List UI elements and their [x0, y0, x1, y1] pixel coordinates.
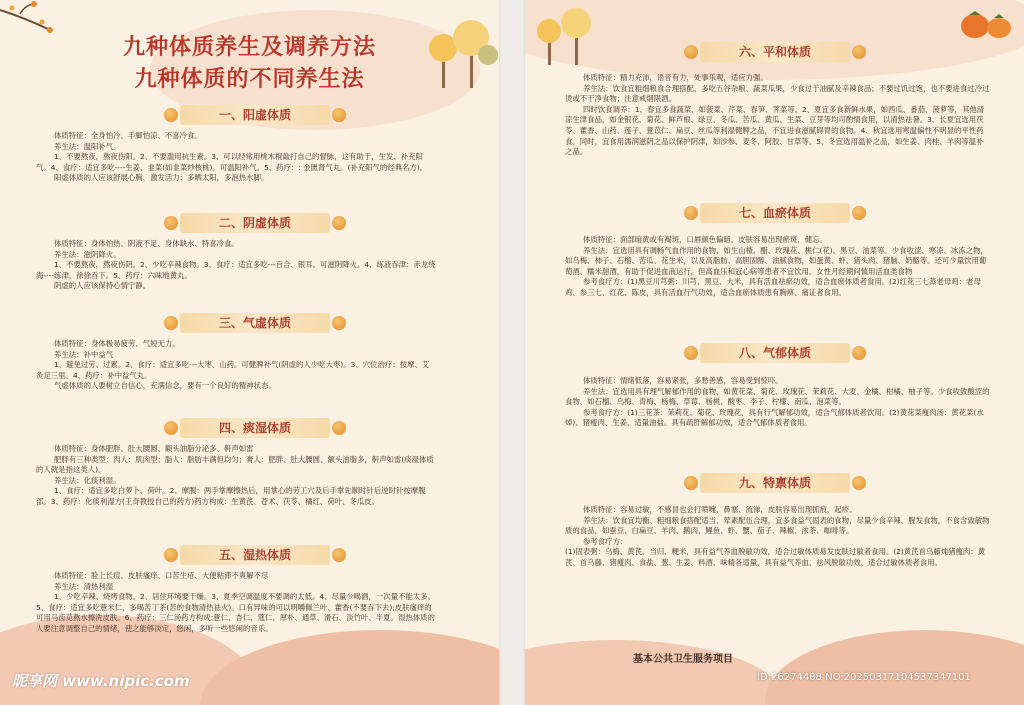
section-body: [36, 131, 436, 184]
body-line: 阴虚的人应该保持心情宁静。: [54, 281, 151, 291]
orb-icon: [332, 548, 346, 562]
body-line: 养生法：宜选用具有调畅气血作用的食物，如生山楂、醋、玫瑰花、桃仁(花)、黑豆、油菜等。少食收涩、寒凉、冰冻之物，如乌梅、柿子、石榴、苦瓜、花生米，以及高脂肪、高胆固醇、油腻食物，如蛋黄、虾、猪头肉、猪脑、奶酪等。还可少量饮用葡萄酒、糯米甜酒，有助于促进血液运行，但高血压和冠心病等患者不宜饮用。女性月经期间慎用活血类食物: [565, 245, 988, 276]
body-line: 1、避免过劳、过累。2、食疗：适宜多吃---大枣、山药。可健脾补气(阴虚的人少吃大枣)。3、穴位治疗：按摩、艾灸足三里。4、药疗：补中益气丸。: [36, 360, 430, 380]
bottom-hill-2: [200, 630, 499, 705]
section-heading: [700, 42, 850, 62]
body-line: 体质特征：精力充沛，语音有力，处事乐观，适应力强。: [583, 73, 768, 82]
section-heading-text: 六、平和体质: [738, 45, 811, 59]
section-heading-text: 八、气郁体质: [738, 346, 811, 360]
section-heading: [180, 545, 330, 565]
body-line: 养生法：宜选用具有理气解郁作用的食物，如黄花菜、菊花、玫瑰花、茉莉花、大麦、金橘、柑橘、柚子等。少食收敛酸涩的食物，如石榴、乌梅、青梅、杨梅、草莓、杨桃、酸枣、李子、柠檬、南瓜、泡菜等。: [565, 386, 990, 407]
body-line: 体质特征：面部暗黄或有褐斑，口唇颜色偏暗，皮肤容易出现瘀斑，健忘。: [583, 235, 827, 244]
section-body: [36, 444, 436, 508]
body-line: 体质特征：身体怕热、阴液不足、身体缺水、特喜冷食。: [54, 239, 239, 248]
tree-icon: [530, 5, 610, 65]
section-heading-text: 九、特禀体质: [738, 476, 811, 490]
body-line: 1、少吃辛辣、烧烤食物。2、居住环境要干燥。3、夏季空调温度不要调的太低。4、尽量少喝酒，一次量不能太多。5、食疗：适宜多吃薏米仁、多喝苦丁茶(苦的食物清热祛火)。口有异味的可以明嚼佩兰叶、藿香(不要吞下去);皮肤瘙痒的可用马齿苋熬水擦洗皮肤。6、药疗：三仁汤药方构成:薏仁、杏仁、蔻仁、厚朴、通草、滑石、淡竹叶、半夏。湿热体质的人要注意调整自己的情绪，使之能够淡定，悠闲，多听一些悠闲的音乐。: [36, 592, 435, 633]
orb-icon: [332, 421, 346, 435]
orb-icon: [164, 108, 178, 122]
orb-icon: [852, 206, 866, 220]
orb-icon: [332, 216, 346, 230]
section-heading: [180, 313, 330, 333]
body-line: 体质特征：身体肥胖、肚大腰圆、额头油脂分泌多、鼾声如雷: [54, 444, 254, 453]
body-line: 养生法：滋阴降火。: [54, 249, 121, 259]
orb-icon: [684, 206, 698, 220]
section-body: [565, 235, 990, 299]
section-heading-text: 四、痰湿体质: [218, 421, 291, 435]
orb-icon: [684, 346, 698, 360]
body-line: 体质特征：全身怕冷、手脚怕凉、不喜冷食。: [54, 131, 202, 140]
body-line: 四时饮食调养：1、春宜多食蔬菜，如菠菜、芹菜、春笋、荠菜等。2、夏宜多食新鲜水果，如西瓜、番茄、菠萝等，其他清凉生津食品，如金银花、菊花、鲜芦根、绿豆、冬瓜、苦瓜、黄瓜、生菜、豆芽等均可酌情食用，以清热祛暑。3、长夏宜选用茯苓、藿香、山药、莲子、薏苡仁、扁豆、丝瓜等利湿健脾之品，不宜进食滋腻碍胃的食物。4、秋宜选用寒温偏性不明显的平性药食。同时，宜食用濡润滋阴之品以保护阴津，如沙参、麦冬、阿胶、甘草等。5、冬宜选用温补之品，如生姜、肉桂、羊肉等温补之品。: [565, 104, 985, 157]
orb-icon: [332, 108, 346, 122]
section-heading-text: 五、湿热体质: [218, 548, 291, 562]
body-line: 1、不要熬夜，熬夜伤阴。2、少吃辛辣食物。3、食疗：适宜多吃---百合、银耳。可滋阴降火。4、练液吞津：赤龙绕海----练津，徐徐吞下。5、药疗：六味地黄丸。: [36, 260, 436, 280]
body-line: 体质特征：脸上长痘、皮肤瘙痒、口苦生疮、大便粘滞不爽解不尽: [54, 571, 269, 580]
orb-icon: [164, 548, 178, 562]
body-line: 1、食疗：适宜多吃白萝卜、荷叶。2、摩腹：两手掌摩擦热后，用掌心的劳工穴及后手掌先顺时针后逆时针按摩腹部。3、药疗：化痰利湿方(王奇教授自己的药方)药方构成：生黄芪、苍术、茯苓、橘红、荷叶、冬瓜皮。: [36, 486, 426, 506]
section-body: [36, 571, 436, 635]
body-line: 养生法：饮食宜粗细粮食合理搭配，多吃五谷杂粮、蔬菜瓜果，少食过于油腻及辛辣食品；不要过饥过饱，也不要进食过冷过烫或不干净食物；注意戒烟限酒。: [565, 83, 990, 104]
body-line: 养生法：饮食宜均衡、粗细粮食搭配适当、荤素配伍合理，宜多食益气固表的食物，尽量少食辛辣、腥发食物，不食含致敏物质的食品，如蚕豆、白扁豆、羊肉、鹅肉、鲤鱼、虾、蟹、茄子、辣椒、浓茶、咖啡等。: [565, 515, 990, 536]
watermark: 昵享网 www.nipic.com: [12, 672, 190, 690]
body-line: 1、不要熬夜，熬夜伤阳。2、不要滥用抗生素。3、可以经常用桃木棍敲打自己的督脉，这有助于，生发、补充阳气。4、食疗：适宜多吃----生姜、韭菜(如韭菜炒核桃)。可温阳补气。5、药疗：: 金匮肾气丸。(补充阳气的经典名方)。: [36, 152, 428, 172]
main-title-line2: 九种体质的不同养生法: [134, 67, 365, 92]
section-body: [565, 73, 990, 158]
orb-icon: [684, 476, 698, 490]
body-line: 养生法：化痰利湿。: [54, 475, 121, 485]
body-line: 参考食疗方：(1)黑豆川芎粥：川芎、黑豆、大米，具有活血祛瘀功效，适合血瘀体质者食用。(2)红花三七蒸老母鸡：老母鸡、参三七、红花、陈皮，具有活血行气功效，适合血瘀体质患有胸痹、痛证者食用。: [565, 277, 981, 297]
footer-text: 基本公共卫生服务项目: [633, 654, 733, 665]
persimmon-icon: [957, 6, 1017, 42]
body-line: 阳虚体质的人应该舒展心胸，激发活力；多晒太阳，多泡热水脚。: [54, 173, 269, 183]
bottom-hill-2: [765, 630, 1024, 705]
section-heading: [700, 203, 850, 223]
orb-icon: [852, 346, 866, 360]
body-line: 气虚体质的人要树立自信心，充满信念，要有一个良好的精神状态。: [54, 381, 276, 391]
watermark-id: ID:26274488 NO:20250317104537347101: [757, 672, 971, 683]
body-line: 养生法：温阳补气。: [54, 141, 121, 151]
body-line: 肥胖有三种类型：肉人：肌肉型；脂人：脂肪丰满但均匀；膏人：肥胖、肚大腰圆、额头油脂多，鼾声如雷(痰湿体质的人就是指这类人)。: [36, 454, 434, 475]
body-line: 参考食疗方：(1)三花茶：茉莉花、菊花、玫瑰花，具有行气解郁功效，适合气郁体质者饮用。(2)黄花菜瘦肉汤：黄花菜(水焯)、猪瘦肉、生姜，适量油盐。具有疏肝解郁功效，适合气郁体质者食用。: [565, 407, 984, 428]
section-heading: [180, 213, 330, 233]
orb-icon: [332, 316, 346, 330]
left-page: [0, 0, 499, 705]
orb-icon: [164, 421, 178, 435]
section-heading-text: 三、气虚体质: [218, 316, 291, 330]
body-line: 养生法：清热利湿: [54, 581, 114, 591]
section-heading: [180, 418, 330, 438]
orb-icon: [852, 476, 866, 490]
right-page: [525, 0, 1024, 705]
section-body: [565, 376, 990, 429]
body-line: (1)固表粥：乌梅、黄芪、当归、粳米，具有益气养血脱敏功效，适合过敏体质易发皮肤过敏者食用。(2)黄芪首乌藤炖猪瘦肉：黄芪、首乌藤、猪瘦肉、食盐、葱、生姜、料酒、味精各适量，具有益气养血、祛风脱敏功效，适合过敏体质者食用。: [565, 547, 986, 567]
body-line: 体质特征：情绪低落，容易紧张，多愁善感，容易受到惊吓。: [583, 376, 783, 385]
orb-icon: [684, 45, 698, 59]
orb-icon: [164, 316, 178, 330]
main-title-line1: 九种体质养生及调养方法: [122, 35, 376, 60]
section-heading-text: 一、阳虚体质: [218, 108, 291, 122]
body-line: 养生法：补中益气: [54, 349, 114, 359]
orb-icon: [852, 45, 866, 59]
section-body: [36, 339, 436, 392]
body-line: 体质特征：容易过敏，不感冒也会打喷嚏、鼻塞、流涕，皮肤容易出现抓痕、起疹。: [583, 505, 857, 514]
section-heading: [700, 473, 850, 493]
section-heading-text: 七、血瘀体质: [738, 206, 811, 220]
section-heading-text: 二、阴虚体质: [218, 216, 291, 230]
section-body: [565, 505, 990, 569]
orb-icon: [164, 216, 178, 230]
body-line: 参考食疗方：: [583, 536, 628, 546]
body-line: 体质特征：身体极易疲劳、气短无力。: [54, 339, 180, 348]
section-heading: [180, 105, 330, 125]
section-heading: [700, 343, 850, 363]
section-body: [36, 239, 436, 292]
